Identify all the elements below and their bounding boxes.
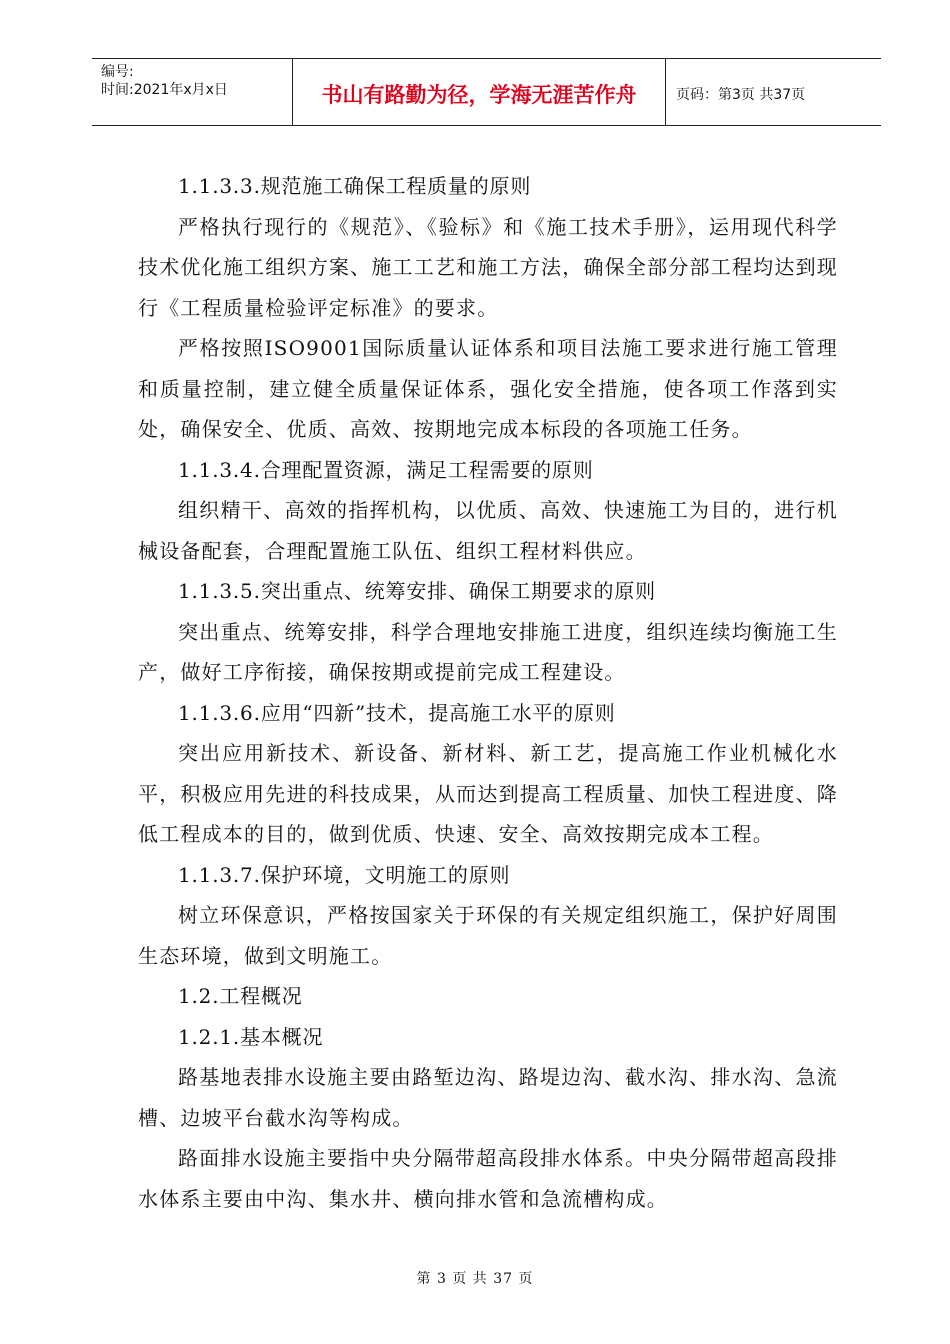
header-page-number: 页码：第3页 共37页 — [676, 87, 806, 103]
header-meta-cell — [92, 59, 293, 125]
body-paragraph: 突出应用新技术、新设备、新材料、新工艺，提高施工作业机械化水平，积极应用先进的科技成果，从而达到提高工程质量、加快工程进度、降低工程成本的目的，做到优质、快速、安全、高效按期完成本工程。 — [138, 741, 838, 846]
body-paragraph: 树立环保意识，严格按国家关于环保的有关规定组织施工，保护好周围生态环境，做到文明施工。 — [138, 903, 838, 968]
section-heading: 1.1.3.5.突出重点、统筹安排、确保工期要求的原则 — [178, 579, 656, 603]
section-heading: 1.1.3.3.规范施工确保工程质量的原则 — [178, 174, 532, 198]
header-motto: 书山有路勤为径，学海无涯苦作舟 — [321, 83, 637, 107]
header-motto-cell — [293, 59, 666, 125]
page-footer — [0, 1268, 950, 1288]
footer-page-number: 第 3 页 共 37 页 — [416, 1271, 534, 1287]
document-body — [138, 166, 838, 1219]
body-paragraph: 组织精干、高效的指挥机构，以优质、高效、快速施工为目的，进行机械设备配套，合理配置施工队伍、组织工程材料供应。 — [138, 498, 838, 563]
document-header — [92, 58, 881, 126]
body-paragraph: 严格执行现行的《规范》、《验标》和《施工技术手册》，运用现代科学技术优化施工组织方案、施工工艺和施工方法，确保全部分部工程均达到现行《工程质量检验评定标准》的要求。 — [138, 214, 838, 320]
section-heading: 1.1.3.6.应用“四新”技术，提高施工水平的原则 — [178, 700, 616, 725]
section-heading: 1.2.1.基本概况 — [178, 1024, 324, 1049]
section-heading: 1.1.3.7.保护环境，文明施工的原则 — [178, 862, 511, 887]
document-time-label: 时间:2021年x月x日 — [101, 82, 228, 98]
body-paragraph: 严格按照ISO9001国际质量认证体系和项目法施工要求进行施工管理和质量控制，建立健全质量保证体系，强化安全措施，使各项工作落到实处，确保安全、优质、高效、按期地完成本标段的各项施工任务。 — [138, 336, 838, 441]
header-page-cell — [666, 59, 881, 125]
body-paragraph: 路面排水设施主要指中央分隔带超高段排水体系。中央分隔带超高段排水体系主要由中沟、集水井、横向排水管和急流槽构成。 — [138, 1146, 838, 1211]
document-number-label: 编号: — [101, 64, 134, 80]
section-heading: 1.2.工程概况 — [178, 984, 303, 1008]
body-paragraph: 路基地表排水设施主要由路堑边沟、路堤边沟、截水沟、排水沟、急流槽、边坡平台截水沟等构成。 — [138, 1065, 838, 1130]
section-heading: 1.1.3.4.合理配置资源，满足工程需要的原则 — [178, 457, 594, 482]
body-paragraph: 突出重点、统筹安排，科学合理地安排施工进度，组织连续均衡施工生产，做好工序衔接，确保按期或提前完成工程建设。 — [138, 619, 838, 684]
